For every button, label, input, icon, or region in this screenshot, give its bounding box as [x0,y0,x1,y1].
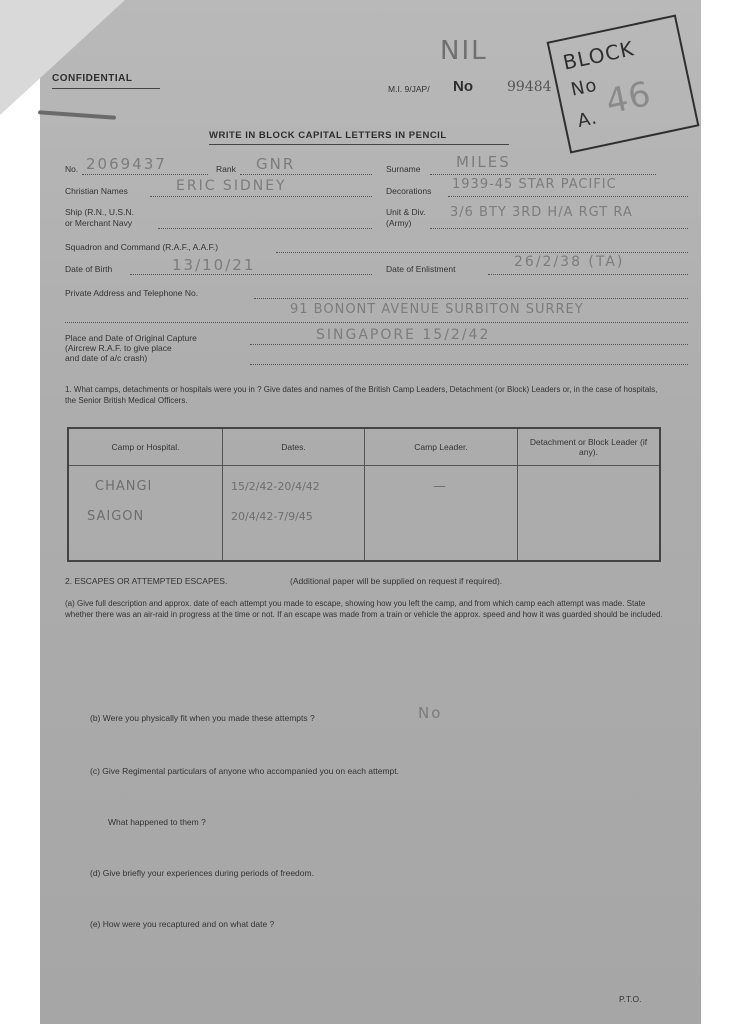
decorations-value: 1939-45 STAR PACIFIC [452,177,617,192]
service-number-value: 2069437 [86,155,167,173]
dates-header: Dates. [223,428,365,466]
capture-line [250,344,688,345]
enlistment-value: 26/2/38 (TA) [514,254,625,270]
unit-value: 3/6 BTY 3RD H/A RGT RA [450,205,633,220]
rank-line [240,174,372,175]
dob-label: Date of Birth [65,264,113,274]
rank-value: GNR [256,155,296,173]
dates-entry-2: 20/4/42-7/9/45 [231,510,313,523]
christian-names-line [150,196,372,197]
question-2e-text: (e) How were you recaptured and on what date ? [90,919,275,929]
question-2-note: (Additional paper will be supplied on request if required). [290,576,503,586]
question-1-text: 1. What camps, detachments or hospitals were you in ? Give dates and names of the British Camp Leaders, Detachment (or Block) Leaders or, in the case of hospitals, the Senior British Medical Officers. [65,385,658,405]
form-reference: M.I. 9/JAP/ [388,84,430,94]
question-2c-text: (c) Give Regimental particulars of anyone who accompanied you on each attempt. [90,766,399,776]
pto-label: P.T.O. [619,994,642,1004]
service-number-line [82,174,208,175]
capture-line2 [250,364,688,365]
stamp-no-text: No [569,74,600,101]
camp-entry-2: SAIGON [87,509,145,524]
christian-names-label: Christian Names [65,186,128,196]
unit-line [430,228,688,229]
camps-table [67,427,661,562]
dob-line [130,274,372,275]
decorations-label: Decorations [386,186,432,196]
address-value: 91 BONONT AVENUE SURBITON SURREY [290,302,584,317]
address-line1 [254,298,688,299]
unit-label-line1: Unit & Div. [386,207,426,217]
folded-corner [0,0,125,115]
question-2-heading: 2. ESCAPES OR ATTEMPTED ESCAPES. [65,576,228,586]
dates-cell [223,466,365,562]
camp-leader-header: Camp Leader. [365,428,518,466]
address-label: Private Address and Telephone No. [65,288,199,298]
ship-label-line2: or Merchant Navy [65,218,133,228]
capture-value: SINGAPORE 15/2/42 [316,327,491,343]
rank-label: Rank [216,164,236,174]
surname-value: MILES [456,153,511,171]
question-2c-followup: What happened to them ? [108,817,206,827]
camp-leader-cell [365,466,518,562]
detachment-leader-header: Detachment or Block Leader (if any). [518,428,661,466]
detachment-leader-cell [518,466,661,562]
camp-leader-entry: — [433,479,447,494]
ship-label-line1: Ship (R.N., U.S.N. [65,207,134,217]
surname-label: Surname [386,164,421,174]
camp-entry-1: CHANGI [95,479,153,494]
enlistment-line [488,274,688,275]
squadron-line [276,252,688,253]
question-2b-answer: No [418,704,443,722]
stamp-a-text: A. [575,107,600,132]
capture-label-line1: Place and Date of Original Capture [65,333,197,343]
capture-label-line2: (Aircrew R.A.F. to give place [65,343,172,353]
enlistment-label: Date of Enlistment [386,264,456,274]
decorations-line [448,196,688,197]
form-number-prefix: No [453,78,473,95]
unit-label-line2: (Army) [386,218,412,228]
camp-cell [68,466,223,562]
address-line2 [65,322,688,323]
question-2b-text: (b) Were you physically fit when you made these attempts ? [90,713,315,723]
stamp-block-number: 46 [602,73,655,123]
form-title: WRITE IN BLOCK CAPITAL LETTERS IN PENCIL [209,130,447,141]
confidential-underline [52,88,160,89]
question-2a-text: (a) Give full description and approx. date of each attempt you made to escape, showing how you left the camp, and from which camp each attempt was made. State whether there was an air-raid in progress at the time or not. If an escape was made from a train or vehicle the approx. speed and how it was guarded should be included. [65,599,663,619]
confidential-label: CONFIDENTIAL [52,73,133,84]
christian-names-value: ERIC SIDNEY [176,178,287,194]
dates-entry-1: 15/2/42-20/4/42 [231,480,320,493]
title-underline [209,144,509,145]
question-2d-text: (d) Give briefly your experiences during periods of freedom. [90,868,314,878]
dob-value: 13/10/21 [172,256,256,274]
surname-line [430,174,656,175]
squadron-label: Squadron and Command (R.A.F., A.A.F.) [65,242,219,252]
nil-annotation: NIL [440,36,488,66]
no-label: No. [65,164,79,174]
capture-label-line3: and date of a/c crash) [65,353,148,363]
form-number: 99484 [507,79,552,95]
stamp-block-text: BLOCK [560,36,637,75]
camp-header: Camp or Hospital. [68,428,223,466]
ship-line [158,228,372,229]
